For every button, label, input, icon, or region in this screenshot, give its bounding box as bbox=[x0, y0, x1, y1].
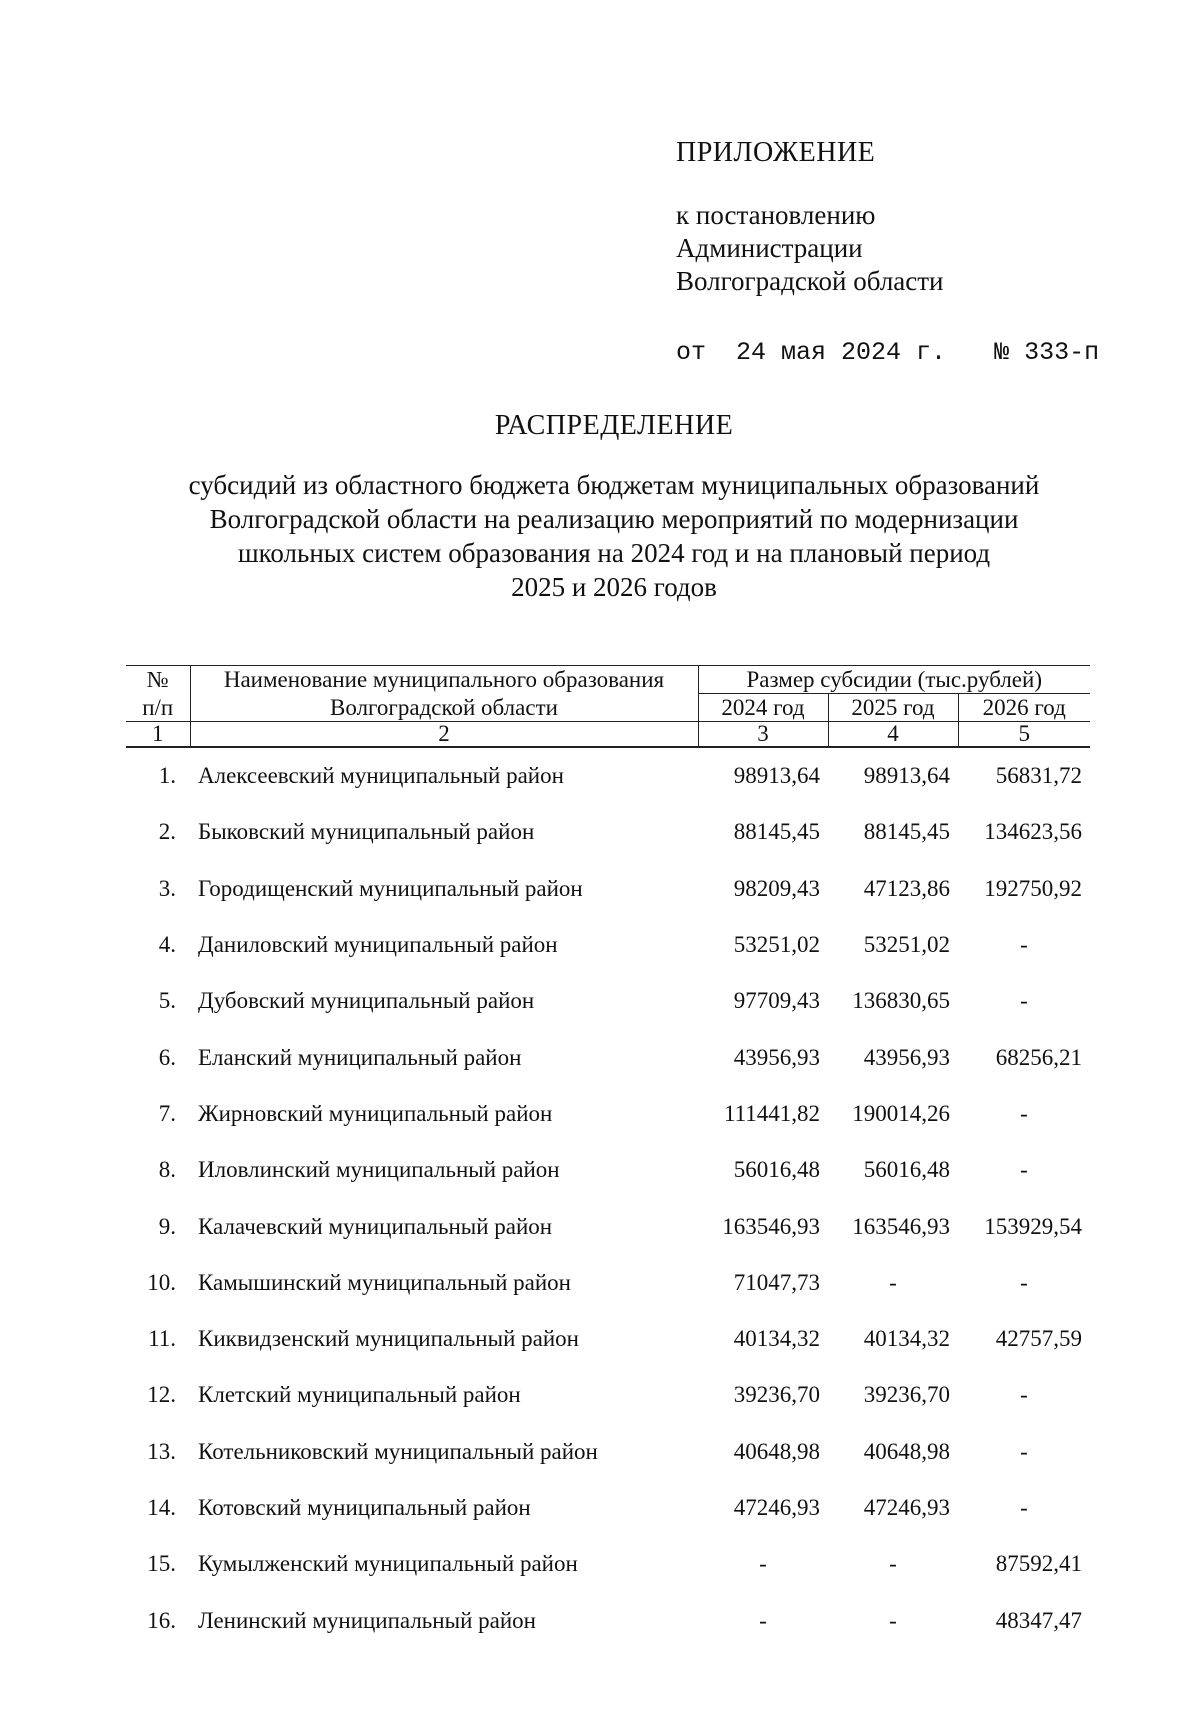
row-number: 15. bbox=[147, 1551, 176, 1577]
header-no-line2: п/п bbox=[126, 694, 190, 722]
subsidy-2024: 71047,73 bbox=[733, 1269, 820, 1295]
decree-prefix: от bbox=[676, 338, 707, 367]
row-number: 3. bbox=[158, 875, 176, 901]
subsidy-2024: 98209,43 bbox=[733, 875, 820, 901]
row-number: 2. bbox=[158, 819, 176, 845]
column-number: 2 bbox=[190, 722, 698, 748]
subsidy-2025: 40134,32 bbox=[863, 1326, 950, 1352]
subsidy-2026: 68256,21 bbox=[995, 1044, 1082, 1070]
column-number: 3 bbox=[698, 722, 828, 748]
subsidy-2025: 43956,93 bbox=[863, 1044, 950, 1070]
table-row bbox=[126, 1592, 1090, 1648]
municipality-name: Городищенский муниципальный район bbox=[198, 875, 583, 901]
subsidy-2024: 53251,02 bbox=[733, 932, 820, 958]
row-number: 6. bbox=[158, 1044, 176, 1070]
column-number: 4 bbox=[828, 722, 958, 748]
municipality-name: Калачевский муниципальный район bbox=[198, 1213, 553, 1239]
table-row bbox=[126, 1086, 1090, 1142]
subsidy-2024: 39236,70 bbox=[733, 1382, 820, 1408]
table-row bbox=[126, 1311, 1090, 1367]
subsidy-2025: 163546,93 bbox=[852, 1213, 950, 1239]
row-number: 11. bbox=[148, 1326, 176, 1352]
header-subsidy-group: Размер субсидии (тыс.рублей) bbox=[698, 666, 1090, 694]
table-row bbox=[126, 861, 1090, 917]
municipality-name: Иловлинский муниципальный район bbox=[198, 1157, 560, 1183]
header-name-line1: Наименование муниципального образования bbox=[190, 666, 698, 694]
subsidy-2025: 56016,48 bbox=[863, 1157, 950, 1183]
appendix-line: Администрации bbox=[676, 233, 863, 263]
subtitle-line: Волгоградской области на реализацию мероприятий по модернизации bbox=[209, 504, 1019, 534]
municipality-name: Котовский муниципальный район bbox=[198, 1495, 531, 1520]
header-name-line2: Волгоградской области bbox=[190, 694, 698, 722]
subsidy-2024: 111441,82 bbox=[723, 1100, 820, 1126]
subsidy-2024: - bbox=[759, 1607, 767, 1633]
subtitle-line: субсидий из областного бюджета бюджетам муниципальных образований bbox=[188, 470, 1040, 500]
table-row bbox=[126, 1424, 1090, 1480]
header-year-2026: 2026 год bbox=[958, 694, 1090, 722]
column-number: 5 bbox=[958, 722, 1090, 748]
municipality-name: Быковский муниципальный район bbox=[198, 819, 535, 845]
municipality-name: Ленинский муниципальный район bbox=[198, 1607, 536, 1633]
subsidy-2024: 47246,93 bbox=[733, 1495, 820, 1520]
table-row bbox=[126, 1255, 1090, 1311]
subsidy-2024: 40648,98 bbox=[733, 1438, 820, 1464]
table-row bbox=[126, 917, 1090, 973]
subsidy-2025: 47123,86 bbox=[863, 875, 950, 901]
subsidy-2025: - bbox=[889, 1551, 897, 1577]
header-year-2024: 2024 год bbox=[698, 694, 828, 722]
appendix-line: к постановлению bbox=[676, 200, 876, 230]
municipality-name: Алексеевский муниципальный район bbox=[198, 763, 564, 789]
municipality-name: Котельниковский муниципальный район bbox=[198, 1438, 598, 1464]
municipality-name: Киквидзенский муниципальный район bbox=[198, 1326, 579, 1352]
document-title: РАСПРЕДЕЛЕНИЕ bbox=[494, 410, 734, 441]
subsidy-2026: 192750,92 bbox=[984, 875, 1082, 901]
subsidy-2024: 40134,32 bbox=[733, 1326, 820, 1352]
row-number: 12. bbox=[147, 1382, 176, 1408]
document-subtitle bbox=[140, 468, 1088, 604]
decree-date: 24 мая 2024 г. bbox=[736, 338, 947, 367]
table-body bbox=[126, 747, 1090, 1649]
subsidy-2026: - bbox=[1020, 988, 1028, 1014]
subtitle-line: 2025 и 2026 годов bbox=[511, 572, 717, 602]
subsidy-2024: 163546,93 bbox=[722, 1213, 820, 1239]
subsidy-2025: 39236,70 bbox=[863, 1382, 950, 1408]
subsidy-2025: - bbox=[889, 1607, 897, 1633]
municipality-name: Камышинский муниципальный район bbox=[198, 1269, 571, 1295]
table-row bbox=[126, 1029, 1090, 1085]
subsidy-table bbox=[126, 665, 1090, 1649]
row-number: 9. bbox=[158, 1213, 176, 1239]
header-year-2025: 2025 год bbox=[828, 694, 958, 722]
row-number: 14. bbox=[147, 1495, 176, 1520]
appendix-line: Волгоградской области bbox=[676, 266, 944, 296]
table-row bbox=[126, 1480, 1090, 1536]
subsidy-2025: 53251,02 bbox=[863, 932, 950, 958]
row-number: 7. bbox=[158, 1100, 176, 1126]
subsidy-2026: - bbox=[1020, 932, 1028, 958]
row-number: 5. bbox=[158, 988, 176, 1014]
subsidy-2025: - bbox=[889, 1269, 897, 1295]
subsidy-2024: 88145,45 bbox=[733, 819, 820, 845]
row-number: 16. bbox=[147, 1607, 176, 1633]
column-number: 1 bbox=[126, 722, 190, 748]
subsidy-2024: 43956,93 bbox=[733, 1044, 820, 1070]
subsidy-2026: 42757,59 bbox=[995, 1326, 1082, 1352]
subsidy-2025: 40648,98 bbox=[863, 1438, 950, 1464]
row-number: 1. bbox=[158, 763, 176, 789]
subsidy-2024: 98913,64 bbox=[733, 763, 820, 789]
municipality-name: Даниловский муниципальный район bbox=[198, 932, 558, 958]
table-row bbox=[126, 1198, 1090, 1254]
municipality-name: Кумылженский муниципальный район bbox=[198, 1551, 578, 1577]
row-number: 10. bbox=[147, 1269, 176, 1295]
decree-reference bbox=[676, 338, 1099, 367]
subsidy-2026: - bbox=[1020, 1438, 1028, 1464]
subtitle-line: школьных систем образования на 2024 год и на плановый период bbox=[237, 538, 991, 568]
subsidy-2024: 56016,48 bbox=[733, 1157, 820, 1183]
subsidy-2026: 56831,72 bbox=[995, 763, 1082, 789]
municipality-name: Дубовский муниципальный район bbox=[198, 988, 535, 1014]
subsidy-2025: 88145,45 bbox=[863, 819, 950, 845]
subsidy-2026: - bbox=[1020, 1157, 1028, 1183]
subsidy-2026: 87592,41 bbox=[995, 1551, 1082, 1577]
municipality-name: Клетский муниципальный район bbox=[198, 1382, 521, 1408]
table-row bbox=[126, 1536, 1090, 1592]
subsidy-2026: - bbox=[1020, 1495, 1028, 1520]
subsidy-2026: 134623,56 bbox=[984, 819, 1082, 845]
table-row bbox=[126, 1142, 1090, 1198]
subsidy-2025: 98913,64 bbox=[863, 763, 950, 789]
appendix-header bbox=[676, 136, 944, 298]
subsidy-2026: 153929,54 bbox=[984, 1213, 1082, 1239]
subsidy-2026: 48347,47 bbox=[995, 1607, 1082, 1633]
subsidy-2026: - bbox=[1020, 1382, 1028, 1408]
table-row bbox=[126, 973, 1090, 1029]
table-row bbox=[126, 804, 1090, 860]
subsidy-2026: - bbox=[1020, 1100, 1028, 1126]
row-number: 4. bbox=[158, 932, 176, 958]
subsidy-2024: 97709,43 bbox=[733, 988, 820, 1014]
municipality-name: Жирновский муниципальный район bbox=[198, 1100, 553, 1126]
subsidy-2025: 190014,26 bbox=[852, 1100, 950, 1126]
subsidy-2024: - bbox=[759, 1551, 767, 1577]
subsidy-2025: 47246,93 bbox=[863, 1495, 950, 1520]
header-no-line1: № bbox=[126, 666, 190, 694]
row-number: 13. bbox=[147, 1438, 176, 1464]
appendix-title: ПРИЛОЖЕНИЕ bbox=[676, 137, 876, 168]
subsidy-2026: - bbox=[1020, 1269, 1028, 1295]
decree-number: № 333-п bbox=[994, 338, 1100, 367]
table-row bbox=[126, 1367, 1090, 1423]
municipality-name: Еланский муниципальный район bbox=[198, 1044, 522, 1070]
row-number: 8. bbox=[158, 1157, 176, 1183]
table-row bbox=[126, 747, 1090, 804]
subsidy-2025: 136830,65 bbox=[852, 988, 950, 1014]
